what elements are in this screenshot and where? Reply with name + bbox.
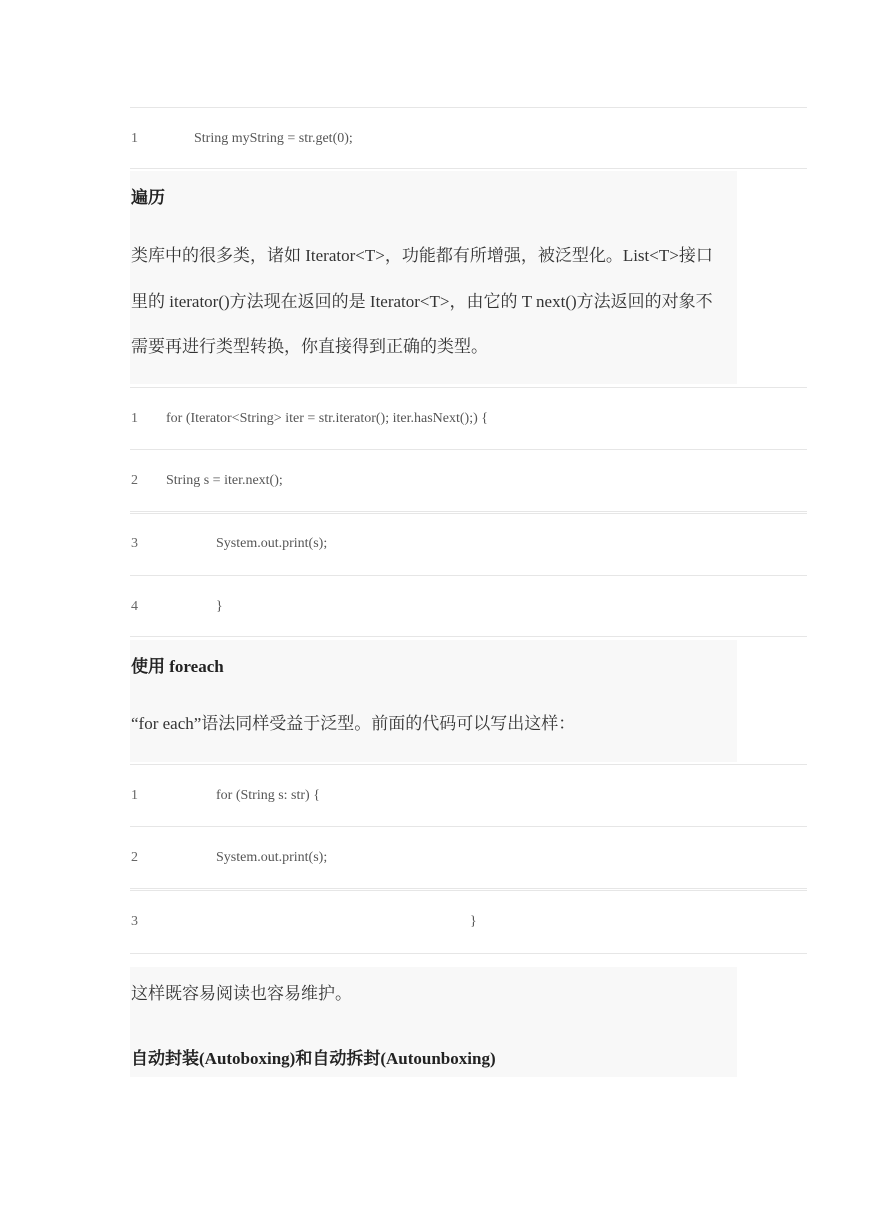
line-number: 1 [131,788,138,803]
code-line: String myString = str.get(0); [194,131,353,146]
code-row [130,511,807,575]
paragraph-line: 这样既容易阅读也容易维护。 [131,984,352,1003]
code-line: for (String s: str) { [216,788,320,803]
section-traverse [130,171,737,384]
code-row [130,888,807,954]
code-line: System.out.print(s); [216,536,328,551]
code-line: } [216,599,223,614]
line-number: 2 [131,850,138,865]
line-number: 4 [131,599,138,614]
section-foreach [130,640,737,762]
code-line: } [470,914,477,929]
code-block [130,387,807,637]
code-row [130,575,807,637]
code-block [130,107,807,169]
line-number: 3 [131,536,138,551]
section-heading: 遍历 [131,188,165,208]
code-row [130,107,807,169]
code-line: System.out.print(s); [216,850,328,865]
section-autoboxing [130,967,737,1077]
section-heading: 使用 foreach [131,657,224,676]
section-heading: 自动封装(Autoboxing)和自动拆封(Autounboxing) [131,1049,496,1068]
code-line: String s = iter.next(); [166,473,283,488]
code-row [130,449,807,511]
line-number: 1 [131,131,138,146]
code-row [130,764,807,826]
line-number: 2 [131,473,138,488]
line-number: 1 [131,411,138,426]
paragraph-line: 类库中的很多类，诸如 Iterator<T>，功能都有所增强，被泛型化。List<T>接口 [131,246,713,265]
code-line: for (Iterator<String> iter = str.iterator(); iter.hasNext();) { [166,411,488,426]
code-block [130,764,807,954]
paragraph-line: 需要再进行类型转换，你直接得到正确的类型。 [131,337,488,356]
code-row [130,387,807,449]
paragraph-line: “for each”语法同样受益于泛型。前面的代码可以写出这样： [131,714,576,733]
code-row [130,826,807,888]
paragraph-line: 里的 iterator()方法现在返回的是 Iterator<T>，由它的 T next()方法返回的对象不 [131,292,713,311]
line-number: 3 [131,914,138,929]
